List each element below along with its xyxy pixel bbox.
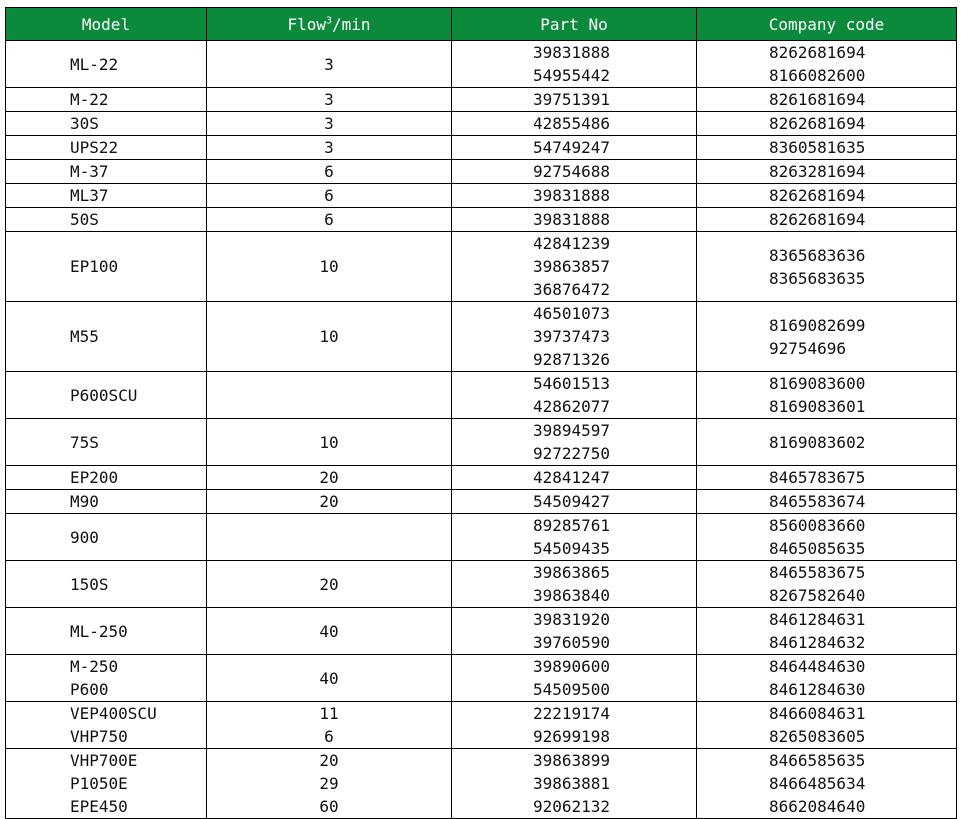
flow-cell [207,41,452,88]
part-no-value: 39863881 [533,774,611,793]
table-row [6,372,957,419]
company-code-value: 8365683636 [769,245,866,265]
part-no-value: 46501073 [533,304,611,323]
company-code-value: 8265083605 [769,727,866,746]
model-cell [6,490,207,514]
part-no-cell [452,608,697,655]
table-row [6,136,957,160]
part-no-value: 39863865 [533,563,611,582]
model-cell [6,655,207,702]
company-code-cell [697,490,957,514]
model-value: 900 [70,527,99,547]
part-no-cell [452,41,697,88]
part-no-value: 42841247 [533,468,611,487]
part-no-value: 39890600 [533,657,611,676]
header-company-code: Company code [697,8,957,41]
table-row [6,514,957,561]
company-code-value: 8262681694 [769,186,866,205]
model-value: EPE450 [70,797,128,816]
part-no-value: 39831888 [533,43,611,62]
part-no-cell [452,184,697,208]
company-code-value: 8262681694 [769,114,866,133]
company-code-value: 8461284630 [769,680,866,699]
table-body [6,41,957,819]
company-code-cell [697,112,957,136]
model-cell [6,232,207,302]
table-row [6,490,957,514]
company-code-cell [697,41,957,88]
flow-cell [207,490,452,514]
part-no-value: 36876472 [533,280,611,299]
part-no-cell [452,302,697,372]
header-flow-sup: 3 [325,15,333,27]
model-value: ML-250 [70,621,128,641]
flow-value: 10 [319,432,339,452]
part-no-value: 39737473 [533,327,611,346]
model-value: P600SCU [70,385,138,405]
flow-value: 40 [319,668,339,688]
part-no-cell [452,655,697,702]
flow-cell [207,372,452,419]
flow-value: 3 [324,54,334,74]
company-code-value: 8464484630 [769,657,866,676]
part-no-cell [452,749,697,819]
company-code-value: 8169083600 [769,374,866,393]
model-cell [6,466,207,490]
company-code-value: 8465583674 [769,492,866,511]
flow-cell [207,702,452,749]
flow-cell [207,112,452,136]
company-code-value: 8365683635 [769,268,866,288]
company-code-value: 92754696 [769,338,847,358]
model-cell [6,302,207,372]
header-flow [207,8,452,41]
model-value: M55 [70,327,99,346]
flow-value: 20 [319,492,339,511]
parts-table [5,7,957,819]
flow-value: 29 [319,774,339,793]
part-no-value: 22219174 [533,704,611,723]
company-code-value: 8466585635 [769,751,866,770]
part-no-value: 39863857 [533,257,611,276]
part-no-value: 92722750 [533,444,611,463]
company-code-cell [697,208,957,232]
flow-cell [207,655,452,702]
company-code-value: 8465085635 [769,539,866,558]
company-code-value: 8261681694 [769,90,866,109]
flow-value: 3 [324,138,334,157]
company-code-cell [697,466,957,490]
flow-cell [207,302,452,372]
model-cell [6,372,207,419]
model-value: EP100 [70,257,119,276]
company-code-value: 8169082699 [769,315,866,335]
flow-cell [207,466,452,490]
flow-cell [207,419,452,466]
flow-value: 40 [319,621,339,641]
model-value: ML-22 [70,54,119,74]
table-row [6,749,957,819]
part-no-value: 42855486 [533,114,611,133]
table-row [6,419,957,466]
part-no-cell [452,490,697,514]
company-code-cell [697,514,957,561]
model-value: VHP700E [70,751,138,770]
model-cell [6,41,207,88]
company-code-value: 8461284631 [769,610,866,629]
part-no-value: 54509435 [533,539,611,558]
model-cell [6,561,207,608]
model-value: VEP400SCU [70,704,157,723]
table-row [6,88,957,112]
flow-cell [207,160,452,184]
table-row [6,184,957,208]
table-row [6,112,957,136]
company-code-value: 8166082600 [769,66,866,85]
model-cell [6,88,207,112]
part-no-value: 39751391 [533,90,611,109]
flow-value: 6 [324,186,334,205]
flow-cell [207,232,452,302]
flow-value: 6 [324,727,334,746]
company-code-value: 8169083602 [769,432,866,452]
part-no-cell [452,160,697,184]
part-no-value: 39894597 [533,421,611,440]
company-code-cell [697,749,957,819]
flow-value: 3 [324,90,334,109]
company-code-value: 8169083601 [769,397,866,416]
table-row [6,702,957,749]
part-no-value: 54955442 [533,66,611,85]
part-no-value: 54509427 [533,492,611,511]
flow-value: 20 [319,574,339,594]
parts-table-container [5,7,957,819]
company-code-cell [697,608,957,655]
flow-value: 20 [319,468,339,487]
header-model: Model [6,8,207,41]
company-code-value: 8465583675 [769,563,866,582]
part-no-cell [452,232,697,302]
flow-cell [207,749,452,819]
company-code-value: 8360581635 [769,138,866,157]
model-value: VHP750 [70,727,128,746]
table-row [6,41,957,88]
company-code-value: 8262681694 [769,210,866,229]
part-no-cell [452,561,697,608]
model-cell [6,112,207,136]
company-code-cell [697,419,957,466]
company-code-value: 8267582640 [769,586,866,605]
part-no-cell [452,702,697,749]
part-no-value: 54601513 [533,374,611,393]
part-no-cell [452,208,697,232]
table-row [6,608,957,655]
model-value: P600 [70,680,109,699]
flow-cell [207,608,452,655]
company-code-value: 8263281694 [769,162,866,181]
company-code-cell [697,136,957,160]
model-value: M-22 [70,90,109,109]
company-code-cell [697,702,957,749]
part-no-value: 92062132 [533,797,611,816]
part-no-value: 92699198 [533,727,611,746]
part-no-value: 42841239 [533,234,611,253]
flow-value: 3 [324,114,334,133]
company-code-value: 8560083660 [769,516,866,535]
table-row [6,302,957,372]
table-row [6,208,957,232]
company-code-value: 8465783675 [769,468,866,487]
flow-value: 6 [324,210,334,229]
model-value: M-250 [70,657,119,676]
company-code-cell [697,232,957,302]
model-value: 30S [70,114,99,133]
model-value: 75S [70,432,99,452]
model-cell [6,208,207,232]
model-cell [6,136,207,160]
part-no-cell [452,136,697,160]
part-no-cell [452,88,697,112]
model-cell [6,749,207,819]
flow-value: 11 [319,704,339,723]
part-no-value: 92871326 [533,350,611,369]
part-no-value: 39831888 [533,186,611,205]
company-code-cell [697,655,957,702]
part-no-cell [452,466,697,490]
flow-cell [207,514,452,561]
table-row [6,466,957,490]
part-no-value: 89285761 [533,516,611,535]
flow-value: 10 [319,257,339,276]
model-cell [6,608,207,655]
part-no-value: 39831920 [533,610,611,629]
company-code-value: 8262681694 [769,43,866,62]
part-no-value: 54749247 [533,138,611,157]
part-no-cell [452,514,697,561]
header-flow-unit: /min [332,14,371,34]
company-code-cell [697,184,957,208]
table-row [6,561,957,608]
part-no-cell [452,419,697,466]
model-value: EP200 [70,468,119,487]
flow-cell [207,88,452,112]
table-row [6,160,957,184]
model-value: M90 [70,492,99,511]
part-no-value: 54509500 [533,680,611,699]
part-no-value: 39831888 [533,210,611,229]
part-no-value: 92754688 [533,162,611,181]
model-cell [6,514,207,561]
flow-cell [207,184,452,208]
header-row [6,8,957,41]
part-no-cell [452,112,697,136]
part-no-value: 42862077 [533,397,611,416]
model-value: 150S [70,574,109,594]
flow-cell [207,208,452,232]
part-no-value: 39760590 [533,633,611,652]
model-value: UPS22 [70,138,119,157]
company-code-cell [697,88,957,112]
company-code-cell [697,372,957,419]
table-row [6,232,957,302]
model-value: ML37 [70,186,109,205]
model-cell [6,702,207,749]
flow-value: 10 [319,327,339,346]
model-value: M-37 [70,162,109,181]
company-code-value: 8466084631 [769,704,866,723]
flow-cell [207,136,452,160]
company-code-value: 8466485634 [769,774,866,793]
flow-value: 6 [324,162,334,181]
part-no-value: 39863899 [533,751,611,770]
flow-value: 20 [319,751,339,770]
table-row [6,655,957,702]
company-code-value: 8662084640 [769,797,866,816]
part-no-value: 39863840 [533,586,611,605]
header-part-no: Part No [452,8,697,41]
company-code-cell [697,302,957,372]
flow-value: 60 [319,797,339,816]
header-flow-base: Flow [287,14,326,34]
model-cell [6,184,207,208]
part-no-cell [452,372,697,419]
company-code-value: 8461284632 [769,633,866,652]
company-code-cell [697,160,957,184]
model-value: 50S [70,210,99,229]
model-cell [6,160,207,184]
model-value: P1050E [70,774,128,793]
company-code-cell [697,561,957,608]
flow-cell [207,561,452,608]
model-cell [6,419,207,466]
